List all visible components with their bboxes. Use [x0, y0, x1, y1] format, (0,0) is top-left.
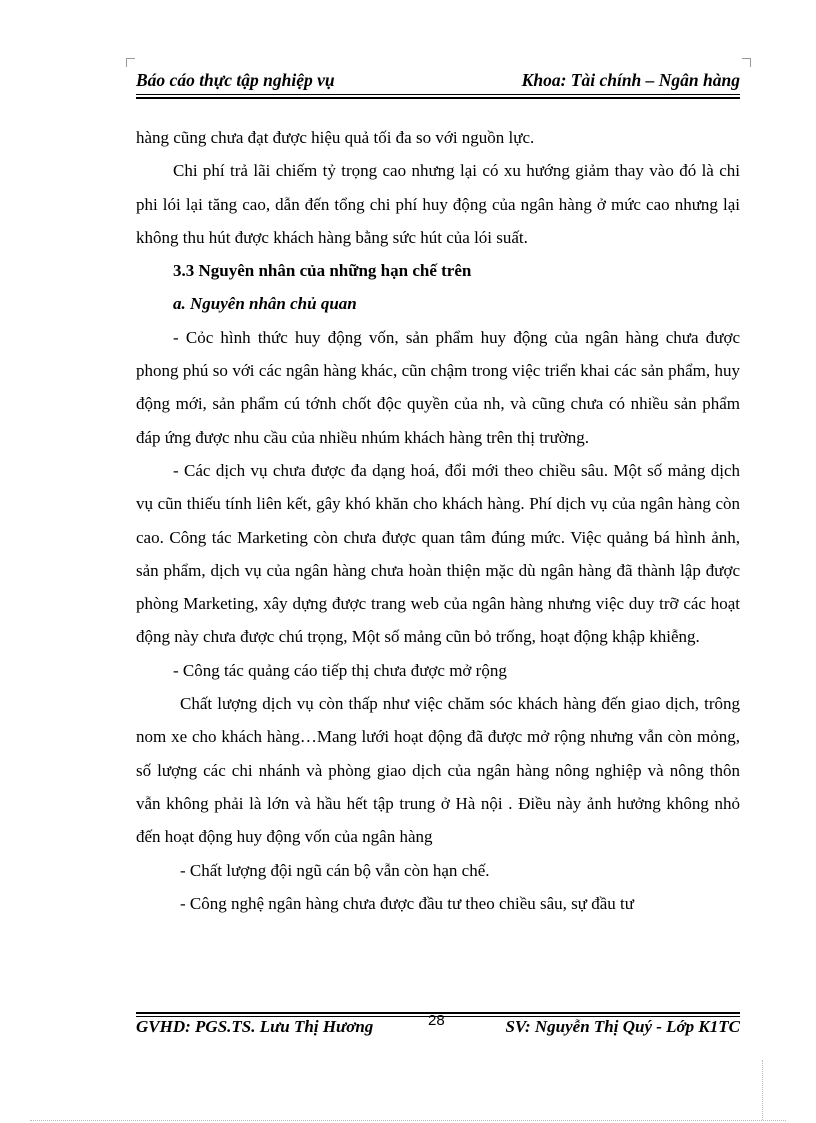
page-header: [136, 70, 740, 92]
paragraph: - Công tác quảng cáo tiếp thị chưa được mở rộng: [173, 660, 507, 680]
header-rule-thick: [136, 97, 740, 99]
paragraph: - Cỏc hình thức huy động vốn, sản phẩm huy động của ngân hàng chưa được phong phú so với các ngân hàng khác, cũn chậm trong việc triển khai các sản phẩm, huy động mới, sản phẩm cú tớnh chốt độc quyền của nh, và cũng chưa có nhiều sản phẩm đáp ứng được nhu cầu của nhiều nhúm khách hàng trên thị trường.: [136, 327, 740, 447]
header-faculty: Khoa: Tài chính – Ngân hàng: [521, 70, 740, 90]
paragraph: - Công nghệ ngân hàng chưa được đầu tư theo chiều sâu, sự đầu tư: [180, 893, 634, 913]
header-rule-thin: [136, 94, 740, 95]
paragraph: - Chất lượng đội ngũ cán bộ vẫn còn hạn chế.: [180, 860, 490, 880]
paragraph: - Các dịch vụ chưa được đa dạng hoá, đổi mới theo chiều sâu. Một số mảng dịch vụ cũn thiếu tính liên kết, gây khó khăn cho khách hàng. Phí dịch vụ của ngân hàng còn cao. Công tác Marketing còn chưa được quan tâm đúng mức. Việc quảng bá hình ảnh, sản phẩm, dịch vụ của ngân hàng chưa hoàn thiện mặc dù ngân hàng đã thành lập được phòng Marketing, xây dựng được trang web của ngân hàng nhưng việc duy trỡ các hoạt động này chưa được chú trọng, Một số mảng cũn bỏ trống, hoạt động khập khiễng.: [136, 460, 740, 647]
page-corner-mark-top-right: [742, 58, 751, 67]
page-number: 28: [428, 1012, 445, 1029]
section-heading: 3.3 Nguyên nhân của những hạn chế trên: [173, 261, 472, 281]
page-corner-mark-top-left: [126, 58, 135, 67]
footer-student: SV: Nguyễn Thị Quý - Lớp K1TC: [505, 1017, 740, 1036]
page-footer: [136, 1012, 740, 1041]
paragraph: Chi phí trả lãi chiếm tỷ trọng cao nhưng lại có xu hướng giảm thay vào đó là chi phi lói lại tăng cao, dẫn đến tổng chi phí huy động của ngân hàng ở mức cao nhưng lại không thu hút được khách hàng bằng sức hút của lói suất.: [136, 161, 740, 247]
header-report-title: Báo cáo thực tập nghiệp vụ: [136, 70, 335, 90]
document-body: [136, 121, 740, 920]
footer-supervisor: GVHD: PGS.TS. Lưu Thị Hương: [136, 1017, 374, 1036]
subsection-heading: a. Nguyên nhân chủ quan: [173, 294, 357, 314]
paragraph: hàng cũng chưa đạt được hiệu quả tối đa so với nguồn lực.: [136, 128, 535, 147]
paragraph: Chất lượng dịch vụ còn thấp như việc chăm sóc khách hàng đến giao dịch, trông nom xe cho khách hàng…Mang lưới hoạt động đã được mở rộng nhưng vẫn còn mỏng, số lượng các chi nhánh và phòng giao dịch của ngân hàng nông nghiệp và nông thôn vẫn không phải là lớn và hầu hết tập trung ở Hà nội . Điều này ảnh hưởng không nhỏ đến hoạt động huy động vốn của ngân hàng: [136, 694, 740, 847]
page-boundary-side: [762, 1060, 763, 1120]
page-boundary-bottom: [30, 1120, 786, 1121]
